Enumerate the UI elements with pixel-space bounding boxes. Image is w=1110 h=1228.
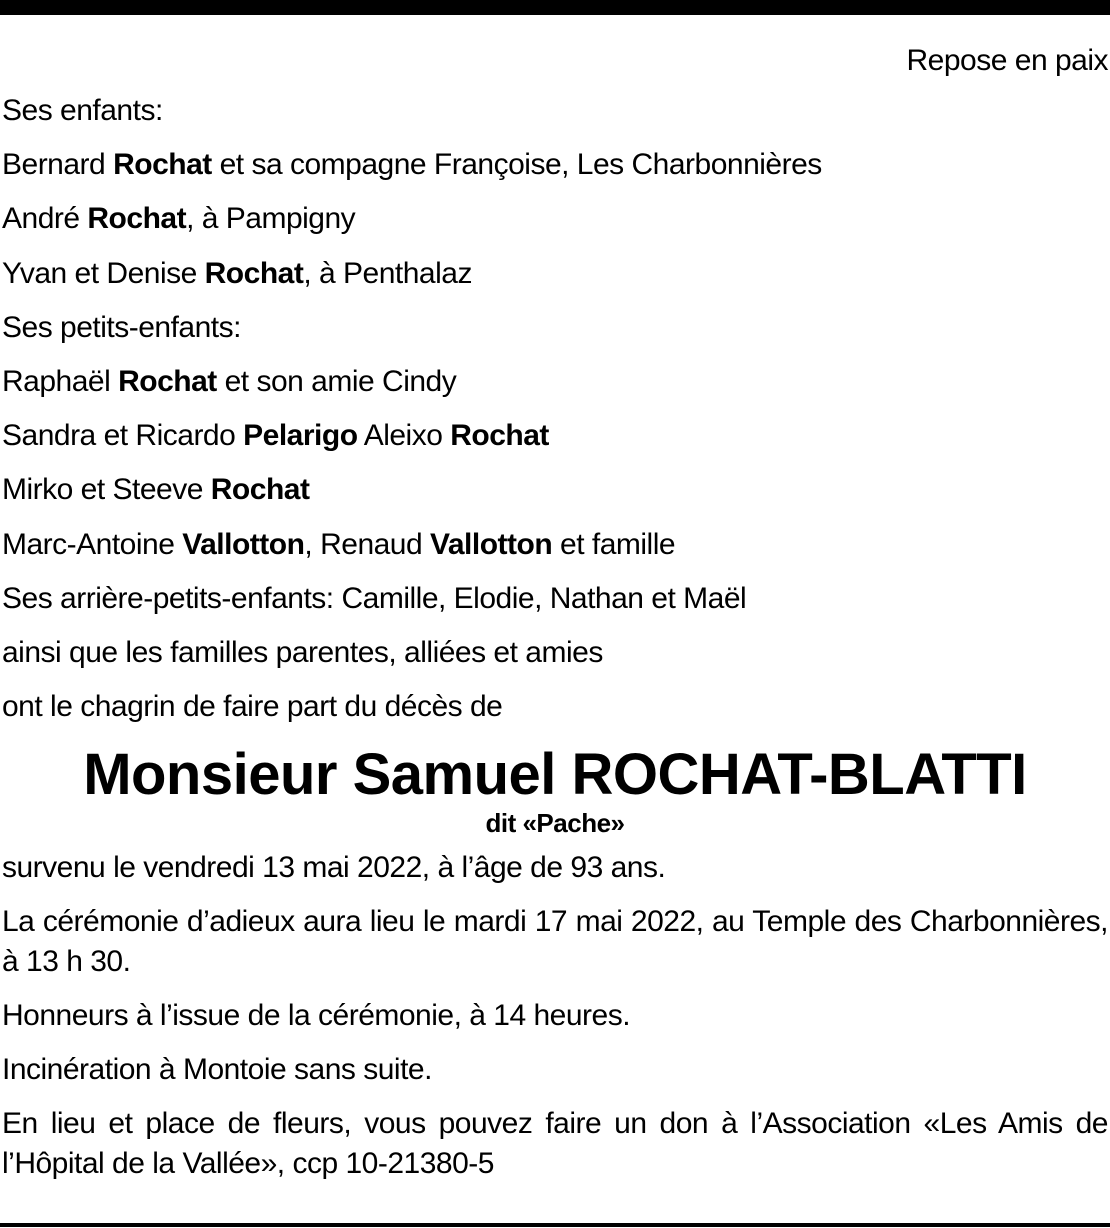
grandchildren-heading: Ses petits-enfants: (2, 310, 241, 344)
line-rest: et son amie Cindy (216, 364, 457, 398)
donation-paragraph: En lieu et place de fleurs, vous pouvez faire un don à l’Association «Les Amis de l’Hôpital de la Vallée», ccp 10-21380-5 (2, 1107, 1108, 1181)
death-date-paragraph: survenu le vendredi 13 mai 2022, à l’âge de 93 ans. (2, 851, 666, 885)
family-line-child-2 (2, 192, 1108, 246)
first-names: Bernard (2, 148, 114, 182)
deceased-nickname: dit «Pache» (485, 808, 625, 839)
great-grandchildren-line: Ses arrière-petits-enfants: Camille, Elodie, Nathan et Maël (2, 581, 747, 615)
family-line-grandchild-4 (2, 518, 1108, 572)
surname: Rochat (450, 419, 549, 453)
announcement-line: ont le chagrin de faire part du décès de (2, 690, 503, 724)
relatives-line: ainsi que les familles parentes, alliées et amies (2, 635, 603, 669)
obituary-notice (2, 36, 1108, 1198)
line-rest: et sa compagne Françoise, Les Charbonnières (211, 148, 822, 182)
top-rule (0, 0, 1110, 15)
first-names: Yvan et Denise (2, 256, 205, 290)
line-rest: , à Penthalaz (303, 256, 472, 290)
surname: Vallotton (430, 527, 553, 561)
motto: Repose en paix (906, 44, 1108, 77)
surname: Rochat (87, 202, 187, 236)
cremation-paragraph: Incinération à Montoie sans suite. (2, 1053, 432, 1087)
family-line-grandchild-1 (2, 355, 1108, 409)
surname: Rochat (118, 364, 217, 398)
surname: Pelarigo (243, 419, 358, 453)
deceased-block (2, 744, 1108, 840)
line-rest: et famille (552, 527, 676, 561)
family-line-child-1 (2, 138, 1108, 192)
first-names: Marc-Antoine (2, 527, 183, 561)
surname: Rochat (204, 256, 304, 290)
first-names: Sandra et Ricardo (2, 419, 244, 453)
line-middle: Aleixo (357, 419, 451, 453)
children-heading: Ses enfants: (2, 94, 163, 127)
ceremony-paragraph: La cérémonie d’adieux aura lieu le mardi 17 mai 2022, au Temple des Charbonnières, à 13 h 30. (2, 905, 1108, 979)
family-line-child-3 (2, 247, 1108, 301)
first-names: André (2, 202, 88, 236)
first-names: Raphaël (2, 364, 119, 398)
bottom-rule (0, 1223, 1110, 1227)
line-rest: , à Pampigny (186, 202, 356, 236)
line-middle: , Renaud (304, 527, 431, 561)
surname: Vallotton (182, 527, 305, 561)
family-line-grandchild-3 (2, 463, 1108, 517)
surname: Rochat (113, 148, 212, 182)
surname: Rochat (210, 473, 310, 507)
deceased-name: Monsieur Samuel ROCHAT-BLATTI (83, 742, 1027, 808)
family-line-grandchild-2 (2, 409, 1108, 463)
first-names: Mirko et Steeve (2, 473, 211, 507)
honours-paragraph: Honneurs à l’issue de la cérémonie, à 14 heures. (2, 999, 631, 1033)
